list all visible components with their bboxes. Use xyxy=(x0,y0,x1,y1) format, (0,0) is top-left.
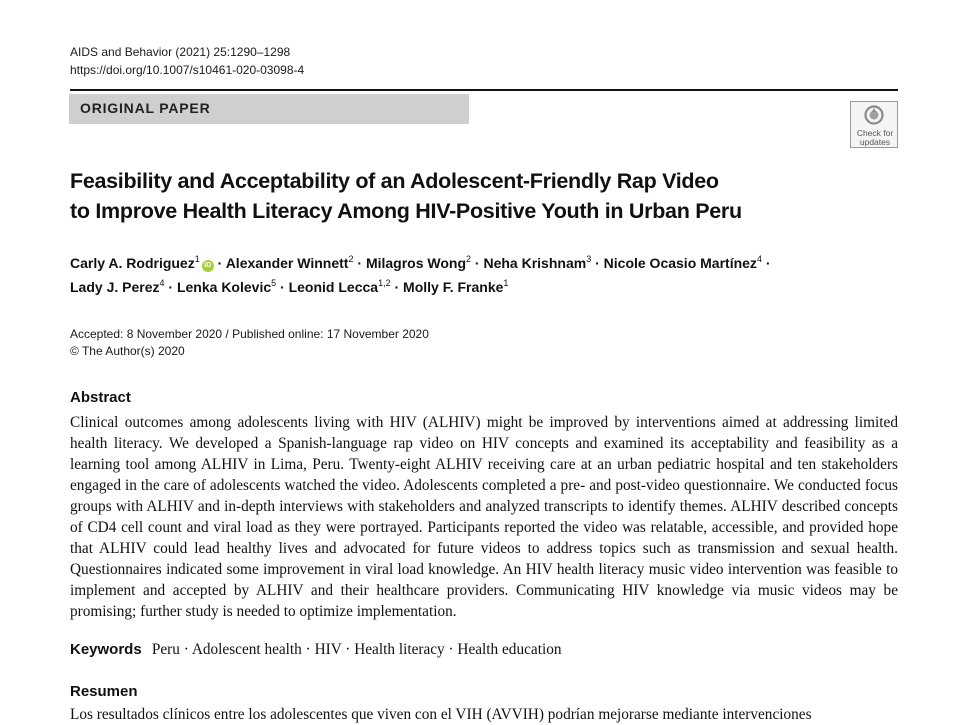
orcid-icon[interactable]: iD xyxy=(202,260,214,272)
author-separator: · xyxy=(217,255,223,271)
author-separator: · xyxy=(474,255,480,271)
author-affiliation: 1 xyxy=(194,254,200,264)
author-affiliation: 3 xyxy=(586,254,592,264)
keywords-label: Keywords xyxy=(70,641,142,658)
author-separator: · xyxy=(357,255,363,271)
author-name[interactable]: Neha Krishnam xyxy=(483,255,587,271)
abstract-heading: Abstract xyxy=(70,389,131,406)
title-line-1: Feasibility and Acceptability of an Adolescent-Friendly Rap Video xyxy=(70,169,719,193)
resumen-heading: Resumen xyxy=(70,683,138,700)
check-for-updates-badge[interactable] xyxy=(850,101,898,148)
journal-citation: AIDS and Behavior (2021) 25:1290–1298 xyxy=(70,45,291,59)
author-separator: · xyxy=(394,279,400,295)
keywords-row xyxy=(70,641,562,659)
author-name[interactable]: Carly A. Rodriguez xyxy=(70,255,195,271)
author-name[interactable]: Nicole Ocasio Martínez xyxy=(603,255,757,271)
resumen-text: Los resultados clínicos entre los adolescentes que viven con el VIH (AVVIH) podrían mejorarse mediante intervenciones xyxy=(70,706,812,723)
author-affiliation: 2 xyxy=(348,254,354,264)
badge-line-1: Check for xyxy=(856,128,894,138)
author-affiliation: 1 xyxy=(503,278,509,288)
author-affiliation: 2 xyxy=(466,254,472,264)
section-label: ORIGINAL PAPER xyxy=(80,100,211,116)
author-affiliation: 5 xyxy=(271,278,277,288)
author-name[interactable]: Milagros Wong xyxy=(365,255,467,271)
author-name[interactable]: Molly F. Franke xyxy=(403,279,504,295)
accepted-published-dates: Accepted: 8 November 2020 / Published online: 17 November 2020 xyxy=(70,327,429,341)
author-separator: · xyxy=(280,279,285,295)
check-for-updates-icon xyxy=(864,105,884,125)
author-affiliation: 4 xyxy=(756,254,762,264)
author-line-2 xyxy=(70,275,900,299)
section-label-band xyxy=(69,94,469,124)
abstract-text: Clinical outcomes among adolescents living with HIV (ALHIV) might be improved by interventions aimed at addressing limited health literacy. We developed a Spanish-language rap video on HIV concepts and examined its acceptability and feasibility as a learning tool among ALHIV in Lima, Peru. Twenty-eight ALHIV receiving care at an urban pediatric hospital and ten stakeholders engaged in the care of adolescents watched the video. Adolescents completed a pre- and post-video questionnaire. We conducted focus groups with ALHIV and in-depth interviews with stakeholders and analyzed transcripts to identify themes. ALHIV described concepts of CD4 cell count and viral load as they were portrayed. Participants reported the video was relatable, accessible, and provided hope that ALHIV could lead healthy lives and advocated for future videos to address topics such as transmission and sexual health. Questionnaires indicated some improvement in viral load knowledge. An HIV health literacy music video intervention was feasible to implement and accepted by ALHIV and their healthcare providers. Communicating HIV knowledge via music videos may be promising; further study is needed to optimize implementation. xyxy=(70,414,898,620)
keywords-list: Peru · Adolescent health · HIV · Health literacy · Health education xyxy=(151,641,562,658)
author-separator: · xyxy=(168,279,174,295)
author-affiliation: 4 xyxy=(159,278,165,288)
author-line-1 xyxy=(70,251,900,275)
badge-line-2: updates xyxy=(859,137,891,147)
author-separator: · xyxy=(595,255,600,271)
title-line-2: to Improve Health Literacy Among HIV-Positive Youth in Urban Peru xyxy=(70,199,742,223)
author-list xyxy=(70,251,900,299)
author-name[interactable]: Lady J. Perez xyxy=(70,279,160,295)
author-affiliation: 1,2 xyxy=(378,278,391,288)
copyright-notice: © The Author(s) 2020 xyxy=(70,344,185,358)
author-name[interactable]: Leonid Lecca xyxy=(288,279,379,295)
doi-link[interactable]: https://doi.org/10.1007/s10461-020-03098-4 xyxy=(70,63,305,77)
header-rule xyxy=(70,89,898,91)
author-name[interactable]: Alexander Winnett xyxy=(225,255,349,271)
author-name[interactable]: Lenka Kolevic xyxy=(176,279,272,295)
author-separator: · xyxy=(765,255,771,271)
article-title xyxy=(70,166,890,226)
